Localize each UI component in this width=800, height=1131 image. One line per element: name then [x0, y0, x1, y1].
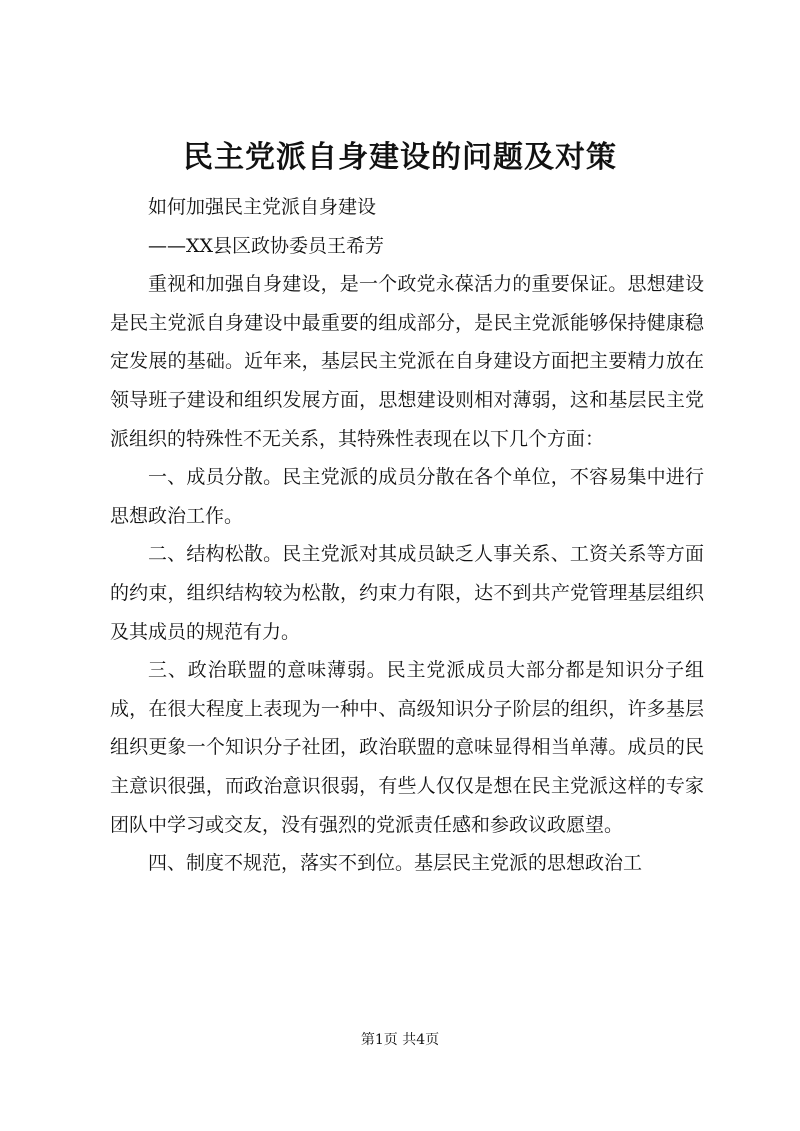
- author-line: ——XX县区政协委员王希芳: [148, 234, 385, 257]
- paragraph-point-2: 二、结构松散。民主党派对其成员缺乏人事关系、工资关系等方面的约束，组织结构较为松散，约束力有限，达不到共产党管理基层组织及其成员的规范有力。: [110, 543, 704, 643]
- paragraph-point-1: 一、成员分散。民主党派的成员分散在各个单位，不容易集中进行思想政治工作。: [110, 466, 704, 527]
- subtitle: 如何加强民主党派自身建设: [148, 196, 377, 218]
- paragraph-intro: 重视和加强自身建设，是一个政党永葆活力的重要保证。思想建设是民主党派自身建设中最重要的组成部分，是民主党派能够保持健康稳定发展的基础。近年来，基层民主党派在自身建设方面把主要精力放在领导班子建设和组织发展方面，思想建设则相对薄弱，这和基层民主党派组织的特殊性不无关系，其特殊性表现在以下几个方面：: [110, 273, 704, 450]
- document-title: 民主党派自身建设的问题及对策: [183, 140, 617, 175]
- page-footer: 第1页 共4页: [360, 1032, 440, 1048]
- document-body: [110, 188, 704, 883]
- paragraph-point-4: 四、制度不规范，落实不到位。基层民主党派的思想政治工: [148, 852, 643, 875]
- paragraph-point-3: 三、政治联盟的意味薄弱。民主党派成员大部分都是知识分子组成，在很大程度上表现为一种中、高级知识分子阶层的组织，许多基层组织更象一个知识分子社团，政治联盟的意味显得相当单薄。成员的民主意识很强，而政治意识很弱，有些人仅仅是想在民主党派这样的专家团队中学习或交友，没有强烈的党派责任感和参政议政愿望。: [110, 659, 704, 836]
